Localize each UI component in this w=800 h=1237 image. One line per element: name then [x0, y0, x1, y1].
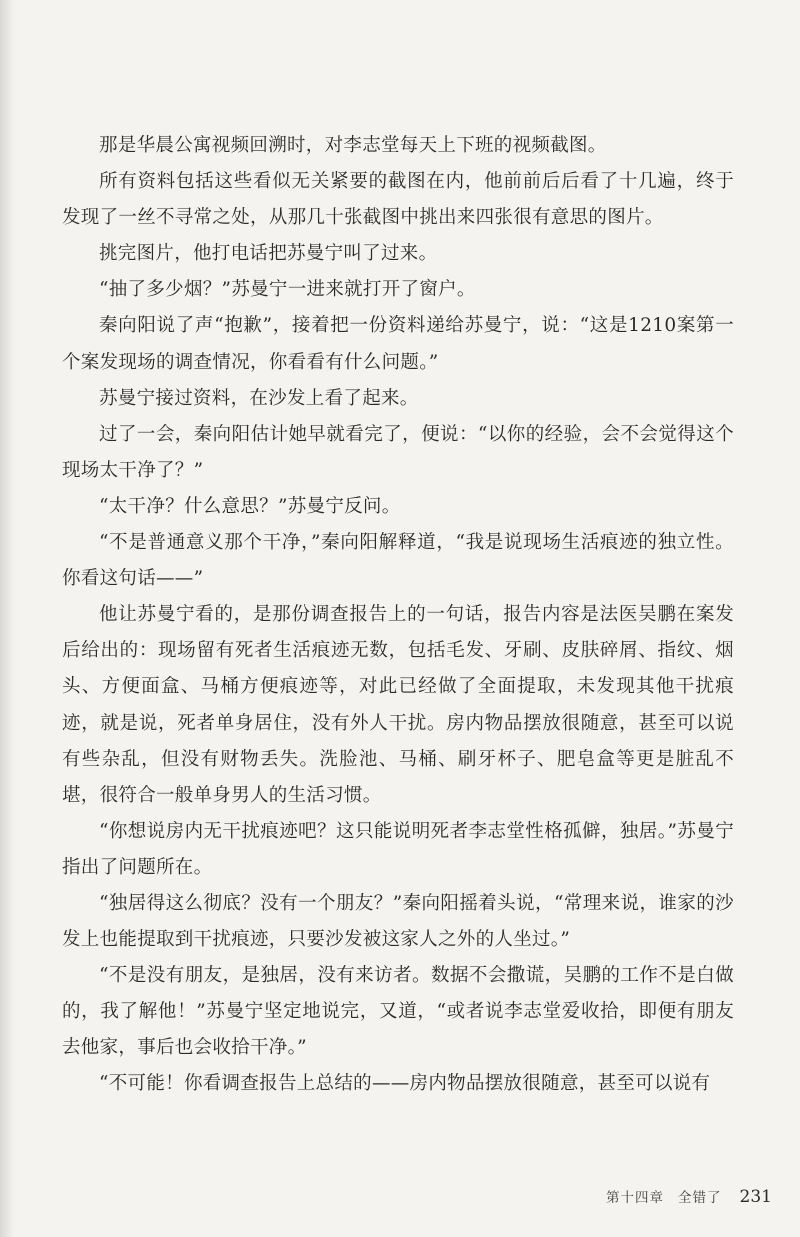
page-footer [606, 1186, 772, 1207]
paragraph: 他让苏曼宁看的，是那份调查报告上的一句话，报告内容是法医吴鹏在案发后给出的：现场留有死者生活痕迹无数，包括毛发、牙刷、皮肤碎屑、指纹、烟头、方便面盒、马桶方便痕迹等，对此已经做了全面提取，未发现其他干扰痕迹，就是说，死者单身居住，没有外人干扰。房内物品摆放很随意，甚至可以说有些杂乱，但没有财物丢失。洗脸池、马桶、刷牙杯子、肥皂盒等更是脏乱不堪，很符合一般单身男人的生活习惯。 [62, 604, 734, 806]
paragraph: “不是普通意义那个干净，”秦向阳解释道，“我是说现场生活痕迹的独立性。你看这句话——” [62, 532, 734, 590]
paragraph: “太干净？什么意思？”苏曼宁反问。 [99, 495, 401, 517]
paragraph: “你想说房内无干扰痕迹吧？这只能说明死者李志堂性格孤僻，独居。”苏曼宁指出了问题所在。 [62, 820, 734, 878]
footer-chapter-label: 第十四章 [606, 1190, 664, 1206]
paragraph: “独居得这么彻底？没有一个朋友？”秦向阳摇着头说，“常理来说，谁家的沙发上也能提取到干扰痕迹，只要沙发被这家人之外的人坐过。” [62, 892, 734, 951]
paragraph: “抽了多少烟？”苏曼宁一进来就打开了窗户。 [99, 279, 476, 301]
page-number: 231 [739, 1187, 772, 1207]
paragraph: 过了一会，秦向阳估计她早就看完了，便说：“以你的经验，会不会觉得这个现场太干净了？” [62, 423, 734, 481]
paragraph: “不是没有朋友，是独居，没有来访者。数据不会撒谎，吴鹏的工作不是白做的，我了解他！”苏曼宁坚定地说完，又道，“或者说李志堂爱收拾，即便有朋友去他家，事后也会收拾干净。” [62, 965, 734, 1059]
paragraph: 秦向阳说了声“抱歉”，接着把一份资料递给苏曼宁，说：“这是1210案第一个案发现场的调查情况，你看看有什么问题。” [62, 315, 734, 373]
paragraph: 那是华晨公寓视频回溯时，对李志堂每天上下班的视频截图。 [99, 135, 607, 156]
paragraph: 苏曼宁接过资料，在沙发上看了起来。 [99, 387, 419, 409]
paragraph: 所有资料包括这些看似无关紧要的截图在内，他前前后后看了十几遍，终于发现了一丝不寻常之处，从那几十张截图中挑出来四张很有意思的图片。 [62, 171, 734, 229]
footer-chapter-title: 全错了 [678, 1190, 722, 1206]
paragraph: 挑完图片，他打电话把苏曼宁叫了过来。 [99, 243, 438, 265]
page-binding-edge [0, 0, 14, 1237]
paragraph: “不可能！你看调查报告上总结的——房内物品摆放很随意，甚至可以说有 [99, 1073, 711, 1095]
page-body [62, 128, 734, 1103]
